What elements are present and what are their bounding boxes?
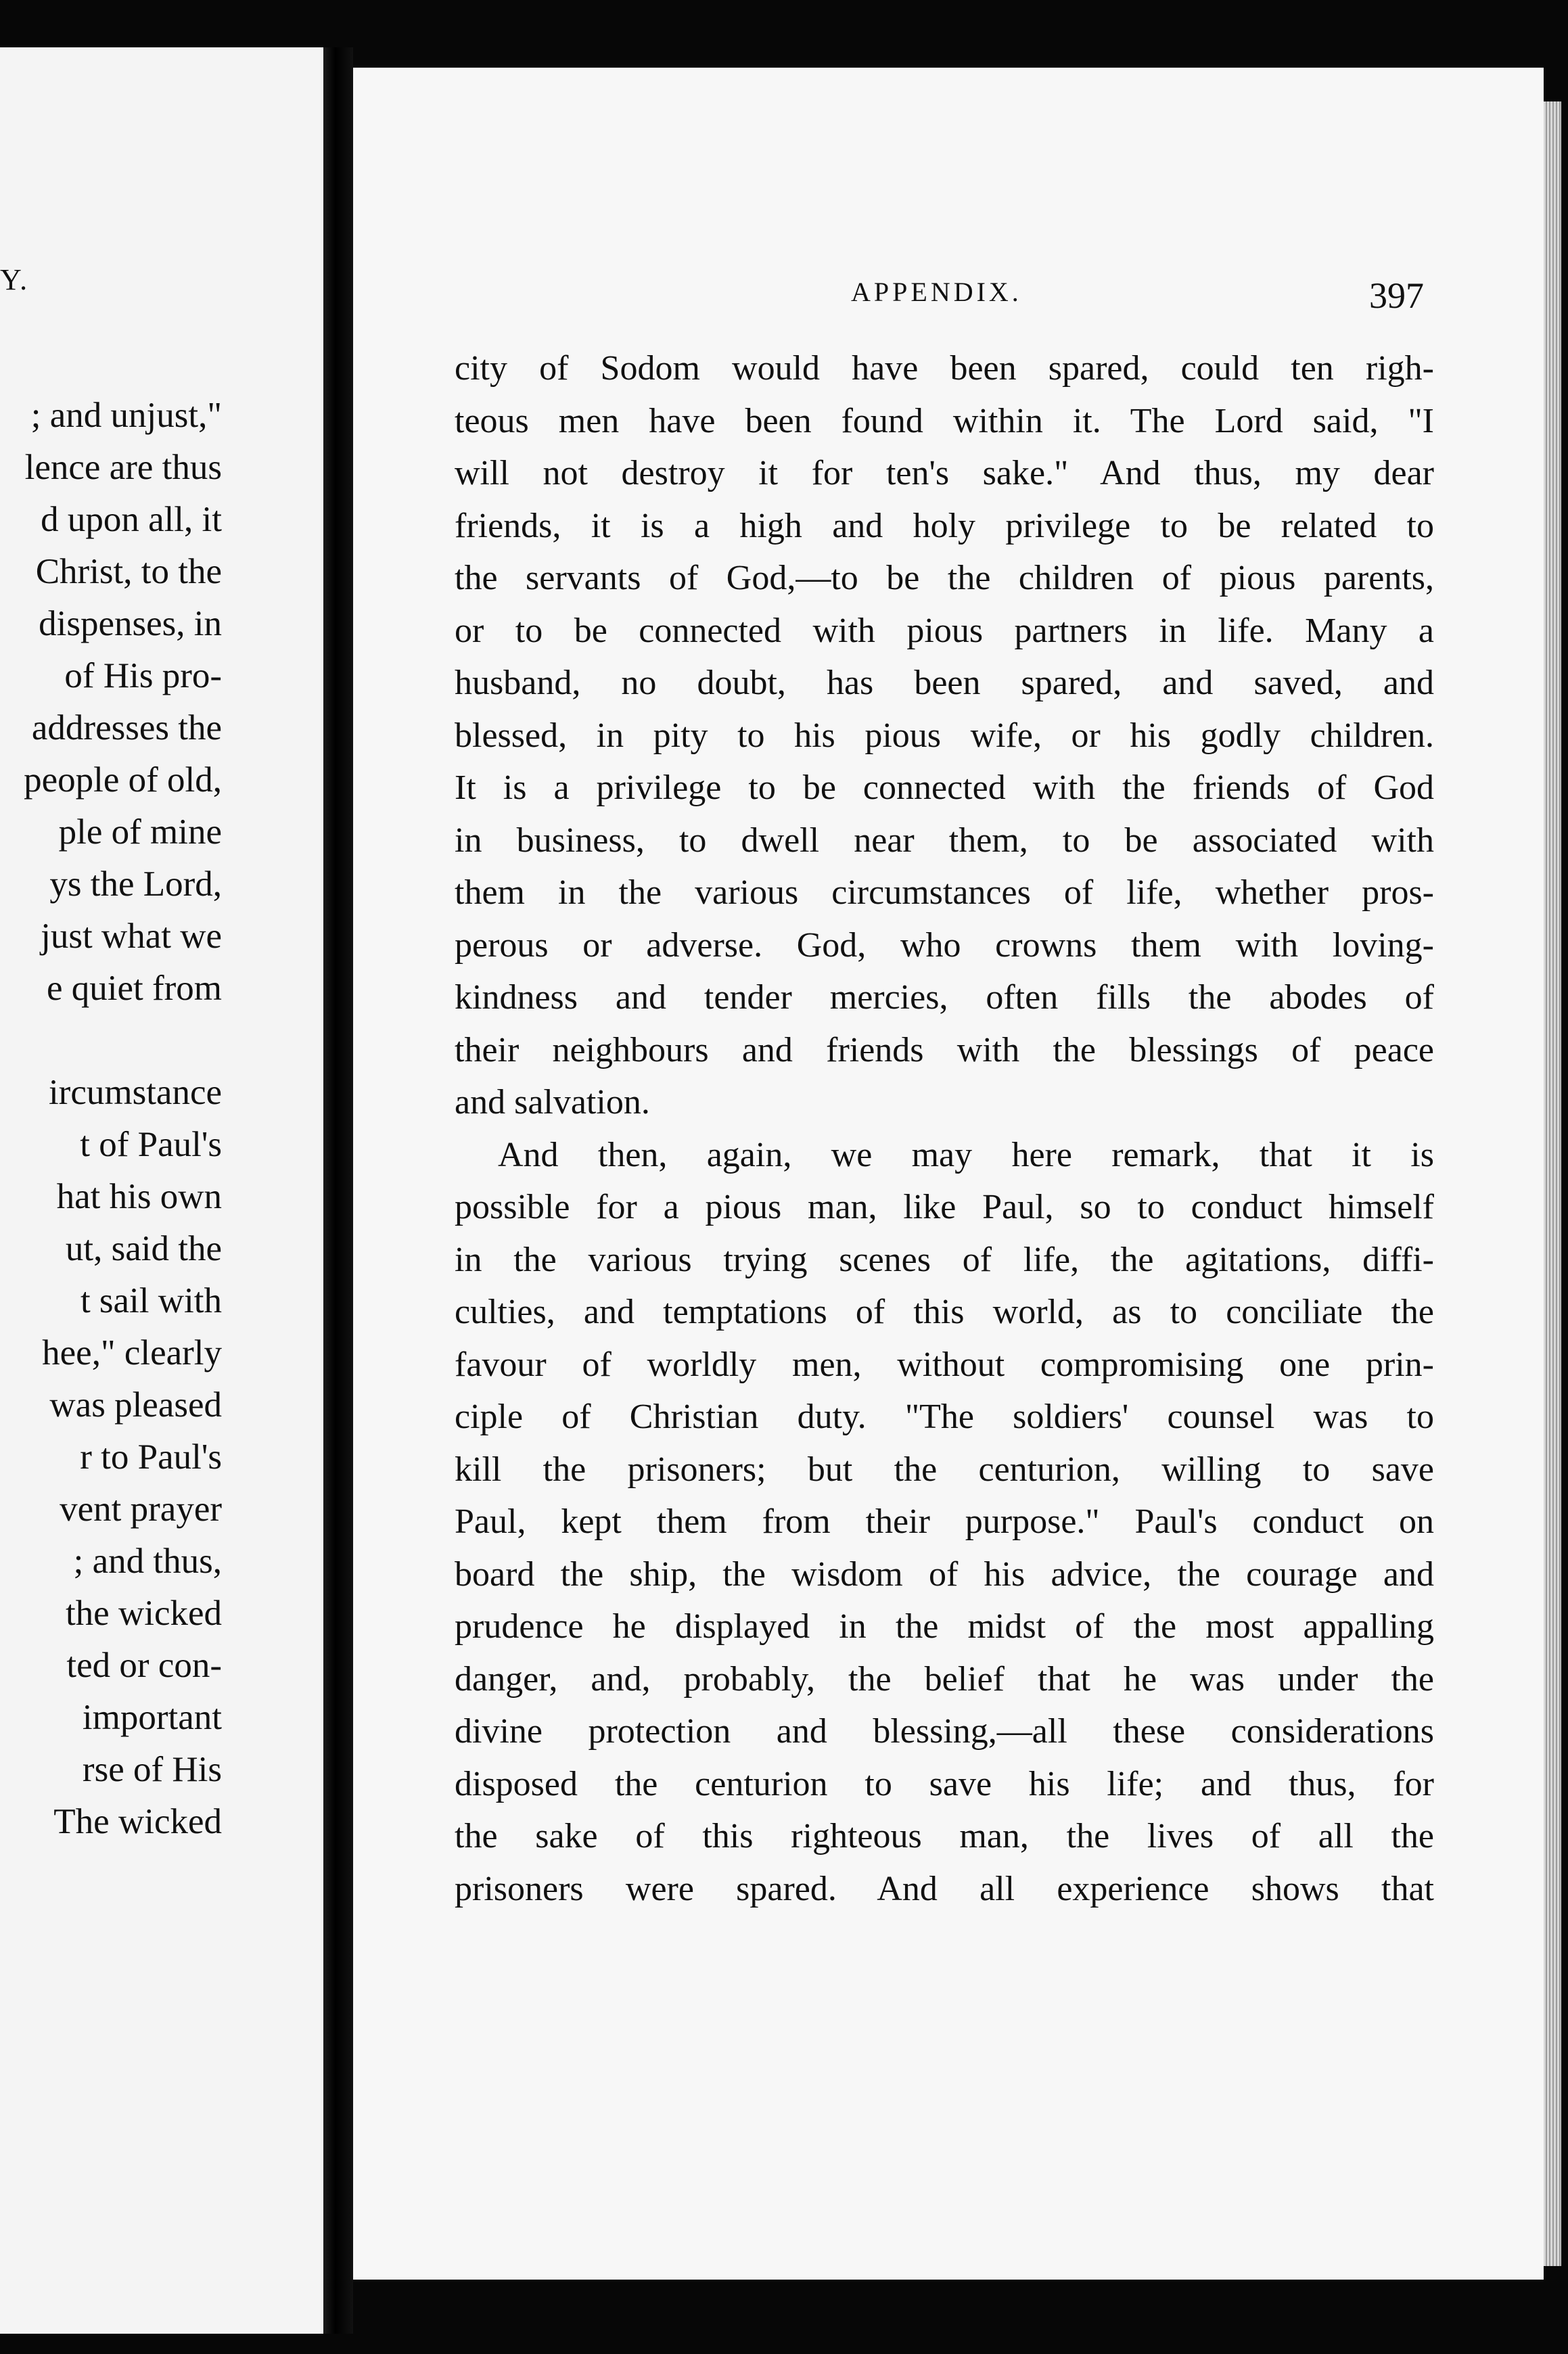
text-line: divine protection and blessing,—all these considerations (455, 1712, 1434, 1751)
text-line: ciple of Christian duty. "The soldiers' counsel was to (455, 1398, 1434, 1436)
text-line: the sake of this righteous man, the lives of all the (455, 1817, 1434, 1855)
text-line: kindness and tender mercies, often fills the abodes of (455, 978, 1434, 1017)
text-line: city of Sodom would have been spared, could ten righ- (455, 349, 1434, 388)
text-line: favour of worldly men, without compromising one prin- (455, 1345, 1434, 1384)
text-line: or to be connected with pious partners in life. Many a (455, 611, 1434, 650)
left-text-line: e quiet from (46, 969, 222, 1008)
text-line: teous men have been found within it. The Lord said, "I (455, 401, 1434, 440)
left-text-line: Christ, to the (35, 552, 222, 591)
text-line: board the ship, the wisdom of his advice, the courage and (455, 1554, 1434, 1594)
running-head: APPENDIX. (851, 277, 1022, 307)
left-text-line: ; and unjust," (30, 396, 222, 435)
left-text-line: dispenses, in (39, 604, 222, 643)
text-line: husband, no doubt, has been spared, and saved, and (455, 664, 1434, 702)
left-page-text (0, 390, 222, 1848)
text-line: prisoners were spared. And all experience shows that (455, 1869, 1434, 1908)
left-text-line: ut, said the (65, 1229, 222, 1268)
text-line: will not destroy it for ten's sake." And thus, my dear (455, 454, 1434, 492)
page-edge-stack (1544, 101, 1561, 2266)
left-text-line: ; and thus, (73, 1542, 222, 1581)
text-line: prudence he displayed in the midst of the most appalling (455, 1607, 1434, 1646)
left-text-line: ys the Lord, (49, 864, 222, 904)
left-text-line: of His pro- (64, 656, 222, 695)
left-text-line: t sail with (80, 1281, 222, 1320)
left-text-line: was pleased (49, 1385, 222, 1425)
text-line: Paul, kept them from their purpose." Paul's conduct on (455, 1502, 1434, 1541)
text-line-paragraph-start: And then, again, we may here remark, that it is (498, 1135, 1434, 1174)
text-line: friends, it is a high and holy privilege to be related to (455, 506, 1434, 545)
book-gutter (323, 47, 353, 2334)
text-line: danger, and, probably, the belief that he was under the (455, 1659, 1434, 1699)
text-line: the servants of God,—to be the children of pious parents, (455, 559, 1434, 597)
left-facing-page (0, 47, 323, 2334)
left-text-line: people of old, (24, 760, 222, 800)
text-line: disposed the centurion to save his life; and thus, for (455, 1764, 1434, 1803)
left-text-line: ted or con- (66, 1646, 222, 1685)
text-line: perous or adverse. God, who crowns them with loving- (455, 925, 1434, 965)
text-line: in business, to dwell near them, to be associated with (455, 821, 1434, 860)
left-text-line: ple of mine (58, 812, 222, 852)
left-text-line: just what we (41, 917, 222, 956)
left-text-line: hat his own (56, 1177, 222, 1216)
left-text-line: vent prayer (60, 1490, 222, 1529)
left-text-line-blank (0, 1015, 222, 1067)
left-text-line: important (82, 1698, 222, 1737)
text-line: possible for a pious man, like Paul, so to conduct himself (455, 1188, 1434, 1226)
left-text-line: d upon all, it (41, 500, 222, 539)
text-line: them in the various circumstances of life, whether pros- (455, 873, 1434, 912)
text-line: It is a privilege to be connected with the friends of God (455, 768, 1434, 807)
text-line: kill the prisoners; but the centurion, willing to save (455, 1450, 1434, 1489)
left-text-line: lence are thus (24, 448, 222, 487)
text-line: culties, and temptations of this world, as to conciliate the (455, 1293, 1434, 1331)
left-text-line: r to Paul's (80, 1437, 222, 1477)
page-number: 397 (1369, 275, 1424, 316)
left-text-line: ircumstance (48, 1073, 222, 1112)
left-text-line: rse of His (82, 1750, 222, 1789)
left-running-head-fragment: Y. (0, 263, 30, 296)
left-text-line: addresses the (31, 708, 222, 747)
left-text-line: t of Paul's (80, 1125, 222, 1164)
left-text-line: hee," clearly (42, 1333, 222, 1372)
text-line: in the various trying scenes of life, the agitations, diffi- (455, 1240, 1434, 1279)
text-line-paragraph-end: and salvation. (455, 1083, 650, 1122)
body-text (455, 342, 1434, 1915)
text-line: blessed, in pity to his pious wife, or his godly children. (455, 716, 1434, 755)
left-text-line: the wicked (65, 1594, 222, 1633)
text-line: their neighbours and friends with the blessings of peace (455, 1030, 1434, 1069)
left-text-line: The wicked (53, 1802, 222, 1841)
